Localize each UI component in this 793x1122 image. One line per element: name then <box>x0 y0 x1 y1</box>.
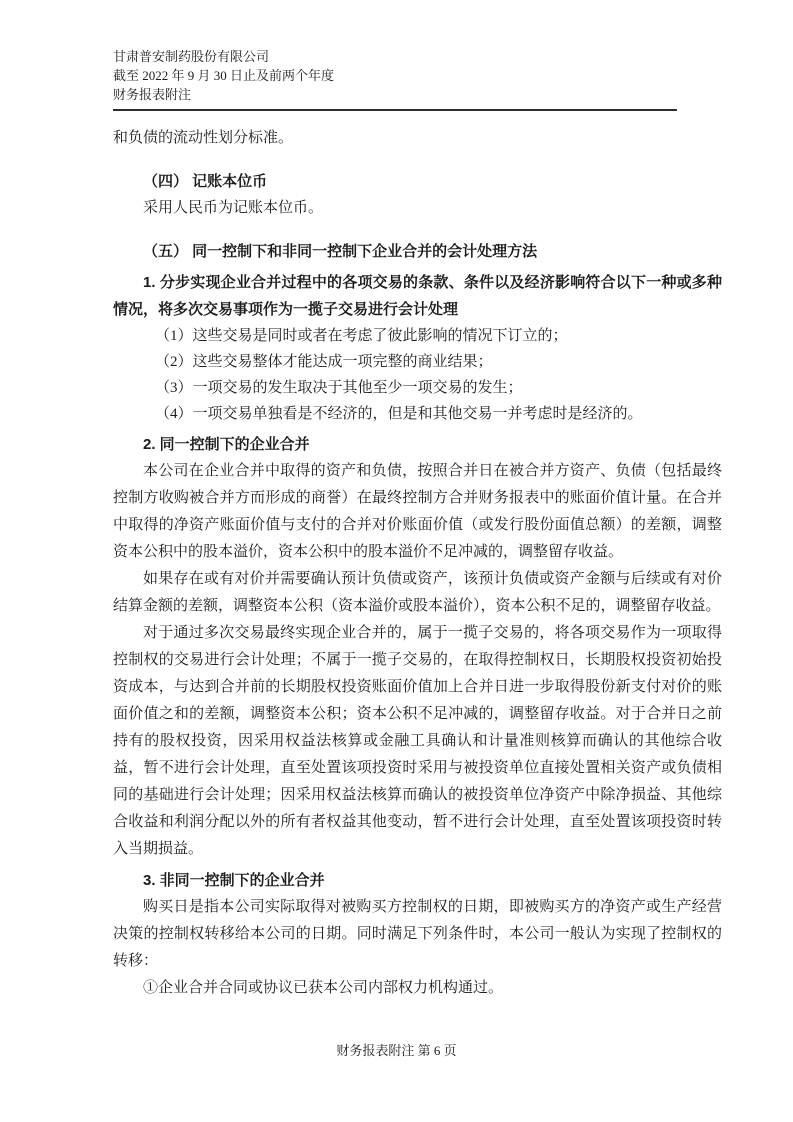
section-heading: （五） 同一控制下和非同一控制下企业合并的会计处理方法 <box>143 243 538 260</box>
list-item: （4）一项交易单独看是不经济的，但是和其他交易一并考虑时是经济的。 <box>155 406 643 422</box>
paragraph: 对于通过多次交易最终实现企业合并的，属于一揽子交易的，将各项交易作为一项取得控制权的交易进行会计处理；不属于一揽子交易的，在取得控制权日，长期股权投资初始投资成本，与达到合并前的长期股权投资账面价值加上合并日进一步取得股份新支付对价的账面价值之和的差额，调整资本公积；资本公积不足冲减的，调整留存收益。对于合并日之前持有的股权投资，因采用权益法核算或金融工具确认和计量准则核算而确认的其他综合收益，暂不进行会计处理，直至处置该项投资时采用与被投资单位直接处置相关资产或负债相同的基础进行会计处理；因采用权益法核算而确认的被投资单位净资产中除净损益、其他综合收益和利润分配以外的所有者权益其他变动，暂不进行会计处理，直至处置该项投资时转入当期损益。 <box>113 625 722 857</box>
section-heading: （四） 记账本位币 <box>143 173 268 190</box>
list-item: （3）一项交易的发生取决于其他至少一项交易的发生； <box>155 380 523 396</box>
section-heading: 2. 同一控制下的企业合并 <box>143 436 310 453</box>
document-body <box>113 125 722 1002</box>
paragraph: ①企业合并合同或协议已获本公司内部权力机构通过。 <box>143 980 504 996</box>
footer-page-number: 财务报表附注 第 6 页 <box>336 1043 457 1058</box>
paragraph: 本公司在企业合并中取得的资产和负债，按照合并日在被合并方资产、负债（包括最终控制方收购被合并方而形成的商誉）在最终控制方合并财务报表中的账面价值计量。在合并中取得的净资产账面价值与支付的合并对价账面价值（或发行股份面值总额）的差额，调整资本公积中的股本溢价，资本公积中的股本溢价不足冲减的，调整留存收益。 <box>113 463 722 560</box>
list-item: （2）这些交易整体才能达成一项完整的商业结果； <box>155 354 493 370</box>
header-doc-type: 财务报表附注 <box>113 87 192 102</box>
header-rule <box>113 109 677 111</box>
document-header <box>113 0 722 104</box>
paragraph: 采用人民币为记账本位币。 <box>143 200 324 216</box>
paragraph: 购买日是指本公司实际取得对被购买方控制权的日期，即被购买方的净资产或生产经营决策的控制权转移给本公司的日期。同时满足下列条件时，本公司一般认为实现了控制权的转移： <box>113 899 722 969</box>
paragraph: 如果存在或有对价并需要确认预计负债或资产，该预计负债或资产金额与后续或有对价结算金额的差额，调整资本公积（资本溢价或股本溢价），资本公积不足的，调整留存收益。 <box>113 571 722 614</box>
header-period-line: 截至 2022 年 9 月 30 日止及前两个年度 <box>113 68 335 83</box>
section-heading: 3. 非同一控制下的企业合并 <box>143 872 325 889</box>
header-company-name: 甘肃普安制药股份有限公司 <box>113 49 270 64</box>
paragraph: 和负债的流动性划分标准。 <box>113 130 294 146</box>
list-item: （1）这些交易是同时或者在考虑了彼此影响的情况下订立的； <box>155 328 568 344</box>
section-heading: 1. 分步实现企业合并过程中的各项交易的条款、条件以及经济影响符合以下一种或多种情况，将多次交易事项作为一揽子交易进行会计处理 <box>113 274 722 318</box>
